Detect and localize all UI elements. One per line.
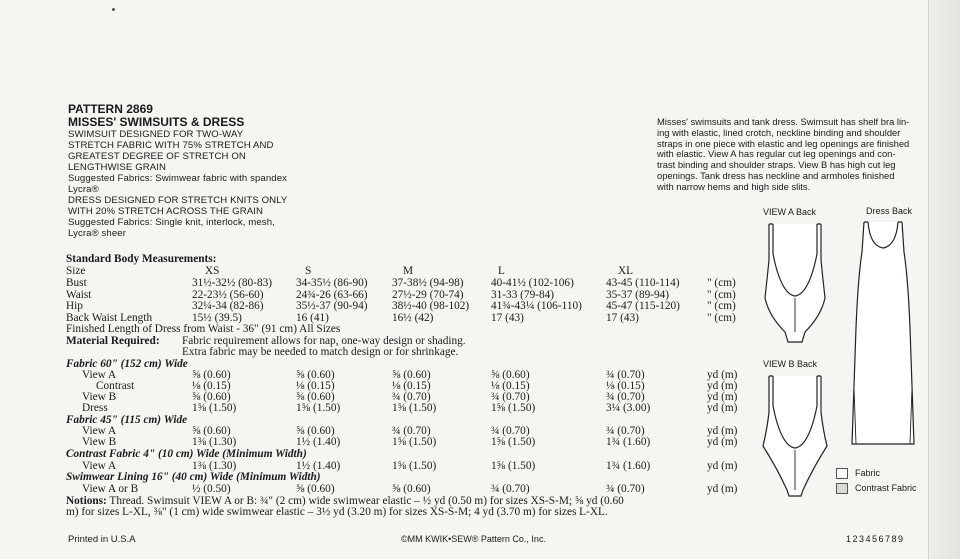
back-waist-label: Back Waist Length: [66, 312, 153, 324]
f60-view-a-m: ⅝ (0.60): [392, 369, 431, 381]
notions-label: Notions:: [66, 495, 107, 507]
fabric-swatch: [836, 468, 848, 479]
back-waist-l: 17 (43): [491, 312, 524, 324]
lining-xs: ½ (0.50): [192, 483, 231, 495]
cf-view-a-unit: yd (m): [707, 460, 738, 472]
f60-dress-unit: yd (m): [707, 402, 738, 414]
cf-view-a-xs: 1⅜ (1.30): [192, 460, 237, 472]
contrast-fabric-heading: Contrast Fabric 4" (10 cm) Wide (Minimum Width): [66, 448, 307, 460]
description-line: with narrow hems and high side slits.: [657, 180, 811, 192]
f60-contrast-s: ⅛ (0.15): [296, 380, 335, 392]
header-line: Suggested Fabrics: Single knit, interlock, mesh,: [68, 217, 275, 228]
description-line: with elastic. View A has regular cut leg openings and con-: [657, 148, 896, 160]
f45-view-a-m: ¾ (0.70): [392, 425, 431, 437]
bust-xl: 43-45 (110-114): [606, 277, 680, 289]
f45-view-b-unit: yd (m): [707, 436, 738, 448]
hip-xs: 32¼-34 (82-86): [192, 300, 264, 312]
header-line: Suggested Fabrics: Swimwear fabric with spandex: [68, 173, 288, 184]
f60-view-a-xl: ¾ (0.70): [606, 369, 645, 381]
pattern-number: PATTERN 2869: [68, 102, 153, 116]
f60-contrast-xl: ⅛ (0.15): [606, 380, 645, 392]
f60-view-a-xs: ⅝ (0.60): [192, 369, 231, 381]
f45-view-a-xs: ⅝ (0.60): [192, 425, 231, 437]
measurements-heading: Standard Body Measurements:: [66, 253, 217, 265]
hip-s: 35½-37 (90-94): [296, 300, 368, 312]
view-a-label: VIEW A Back: [763, 207, 817, 217]
cf-view-a-l: 1⅝ (1.50): [491, 460, 536, 472]
back-waist-unit: " (cm): [707, 312, 736, 324]
lining-unit: yd (m): [707, 483, 738, 495]
lining-xl: ¾ (0.70): [606, 483, 645, 495]
contrast-swatch: [836, 483, 848, 494]
f45-view-b-l: 1⅝ (1.50): [491, 436, 536, 448]
waist-label: Waist: [66, 289, 92, 301]
view-b-label: VIEW B Back: [763, 359, 818, 369]
back-waist-s: 16 (41): [296, 312, 329, 324]
waist-m: 27½-29 (70-74): [392, 289, 464, 301]
material-label: Material Required:: [66, 335, 160, 347]
header-line: DRESS DESIGNED FOR STRETCH KNITS ONLY: [68, 195, 288, 206]
hip-l: 41¾-43¼ (106-110): [491, 300, 582, 312]
f45-view-b-s: 1½ (1.40): [296, 436, 341, 448]
f60-dress-s: 1⅝ (1.50): [296, 402, 341, 414]
f60-contrast-m: ⅛ (0.15): [392, 380, 431, 392]
f45-view-b-xl: 1¾ (1.60): [606, 436, 651, 448]
header-line: GREATEST DEGREE OF STRETCH ON: [68, 151, 246, 162]
f45-view-b-label: View B: [82, 436, 117, 448]
f60-view-b-m: ¾ (0.70): [392, 391, 431, 403]
f60-dress-m: 1⅝ (1.50): [392, 402, 437, 414]
waist-s: 24¾-26 (63-66): [296, 289, 368, 301]
lining-m: ⅝ (0.60): [392, 483, 431, 495]
bust-s: 34-35½ (86-90): [296, 277, 368, 289]
bust-unit: " (cm): [707, 277, 736, 289]
f45-view-b-m: 1⅝ (1.50): [392, 436, 437, 448]
f60-contrast-unit: yd (m): [707, 380, 738, 392]
header-line: SWIMSUIT DESIGNED FOR TWO-WAY: [68, 129, 244, 140]
back-waist-m: 16½ (42): [392, 312, 434, 324]
finished-length: Finished Length of Dress from Waist - 36" (91 cm) All Sizes: [66, 323, 341, 335]
legend-contrast-label: Contrast Fabric: [855, 483, 917, 493]
dress-back-label: Dress Back: [866, 206, 913, 216]
f45-view-a-s: ⅝ (0.60): [296, 425, 335, 437]
size-label: Size: [66, 265, 86, 277]
f45-view-a-label: View A: [82, 425, 117, 437]
notions-text-1: Thread. Swimsuit VIEW A or B: ¾" (2 cm) wide swimwear elastic – ½ yd (0.50 m) for sizes XS-S-M; ⅝ yd (0.60: [109, 495, 624, 507]
size-m: M: [403, 265, 414, 277]
material-text-2: Extra fabric may be needed to match design or for shrinkage.: [182, 346, 459, 358]
back-waist-xs: 15½ (39.5): [192, 312, 242, 324]
print-code: 123456789: [846, 534, 905, 544]
material-text: Fabric requirement allows for nap, one-way design or shading.: [182, 335, 466, 347]
f60-view-b-unit: yd (m): [707, 391, 738, 403]
bust-m: 37-38½ (94-98): [392, 277, 464, 289]
f60-dress-xs: 1⅝ (1.50): [192, 402, 237, 414]
header-line: Lycra® sheer: [68, 228, 127, 239]
fabric-60-heading: Fabric 60" (152 cm) Wide: [66, 358, 188, 370]
cf-view-a-label: View A: [82, 460, 117, 472]
hip-label: Hip: [66, 300, 83, 312]
header-line: Lycra®: [68, 184, 99, 195]
f60-view-b-xs: ⅝ (0.60): [192, 391, 231, 403]
legend-fabric-label: Fabric: [855, 468, 881, 478]
f45-view-a-unit: yd (m): [707, 425, 738, 437]
f60-view-b-label: View B: [82, 391, 117, 403]
f60-dress-xl: 3¼ (3.00): [606, 402, 651, 414]
description-line: trast binding and shoulder straps. View B has high cut leg: [657, 159, 896, 171]
f60-view-b-l: ¾ (0.70): [491, 391, 530, 403]
f60-view-b-s: ⅝ (0.60): [296, 391, 335, 403]
waist-xl: 35-37 (89-94): [606, 289, 670, 301]
description-line: straps in one piece with elastic and leg openings are finished: [657, 137, 910, 149]
waist-unit: " (cm): [707, 289, 736, 301]
f45-view-a-xl: ¾ (0.70): [606, 425, 645, 437]
cf-view-a-m: 1⅝ (1.50): [392, 460, 437, 472]
hip-xl: 45-47 (115-120): [606, 300, 680, 312]
f60-contrast-label: Contrast: [96, 380, 135, 392]
f60-view-a-label: View A: [82, 369, 117, 381]
notions-line-2: m) for sizes L-XL, ⅜" (1 cm) wide swimwear elastic – 3½ yd (3.20 m) for sizes XS-S-M; 4 yd (3.70 m) for sizes L-XL.: [66, 506, 608, 518]
hip-m: 38½-40 (98-102): [392, 300, 470, 312]
bust-l: 40-41½ (102-106): [491, 277, 574, 289]
size-xs: XS: [205, 265, 220, 277]
f60-view-a-unit: yd (m): [707, 369, 738, 381]
size-l: L: [498, 265, 505, 277]
f60-dress-label: Dress: [82, 402, 108, 414]
fabric-45-heading: Fabric 45" (115 cm) Wide: [66, 414, 188, 426]
cf-view-a-s: 1½ (1.40): [296, 460, 341, 472]
lining-l: ¾ (0.70): [491, 483, 530, 495]
size-xl: XL: [618, 265, 634, 277]
legend-fabric: [836, 468, 880, 479]
hip-unit: " (cm): [707, 300, 736, 312]
f60-view-a-l: ⅝ (0.60): [491, 369, 530, 381]
cf-view-a-xl: 1¾ (1.60): [606, 460, 651, 472]
bust-label: Bust: [66, 277, 87, 289]
description-line: Misses' swimsuits and tank dress. Swimsuit has shelf bra lin-: [657, 116, 910, 127]
lining-s: ⅝ (0.60): [296, 483, 335, 495]
bust-xs: 31½-32½ (80-83): [192, 277, 273, 289]
f60-dress-l: 1⅝ (1.50): [491, 402, 536, 414]
back-waist-xl: 17 (43): [606, 312, 639, 324]
lining-heading: Swimwear Lining 16" (40 cm) Wide (Minimum Width): [66, 471, 321, 483]
pattern-title: MISSES' SWIMSUITS & DRESS: [68, 115, 245, 129]
waist-l: 31-33 (79-84): [491, 289, 555, 301]
description-line: ing with elastic, lined crotch, neckline binding and shoulder: [657, 126, 901, 138]
printed-in: Printed in U.S.A: [68, 534, 136, 545]
f60-contrast-xs: ⅛ (0.15): [192, 380, 231, 392]
header-line: LENGTHWISE GRAIN: [68, 162, 167, 173]
legend-contrast: [836, 483, 917, 494]
waist-xs: 22-23½ (56-60): [192, 289, 264, 301]
copyright: ©MM KWIK•SEW® Pattern Co., Inc.: [401, 534, 546, 544]
header-line: STRETCH FABRIC WITH 75% STRETCH AND: [68, 140, 274, 151]
f60-view-a-s: ⅝ (0.60): [296, 369, 335, 381]
lining-label: View A or B: [82, 483, 139, 495]
f45-view-b-xs: 1⅜ (1.30): [192, 436, 237, 448]
f60-contrast-l: ⅛ (0.15): [491, 380, 530, 392]
header-line: WITH 20% STRETCH ACROSS THE GRAIN: [68, 206, 264, 217]
f45-view-a-l: ¾ (0.70): [491, 425, 530, 437]
size-s: S: [305, 265, 312, 277]
description-line: openings. Tank dress has neckline and armholes finished: [657, 169, 895, 181]
f60-view-b-xl: ¾ (0.70): [606, 391, 645, 403]
